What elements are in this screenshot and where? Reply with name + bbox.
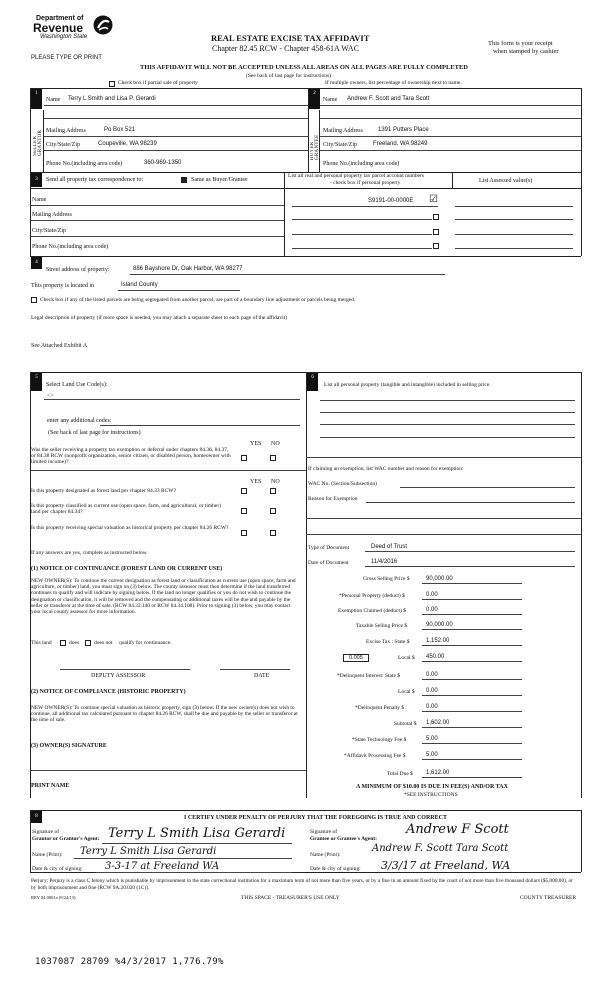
personal-property-label: List all personal property (tangible and intangible) included in selling price. xyxy=(324,382,491,388)
gross-value: 90,000.00 xyxy=(426,576,453,582)
gross-label: Gross Selling Price $ xyxy=(363,576,410,582)
buyer-name-label: Name xyxy=(323,97,338,103)
processing-fee-label: *Affidavit Processing Fee $ xyxy=(344,753,406,759)
logo-state: Washington State xyxy=(40,34,88,40)
this-land-label: This land xyxy=(31,640,52,646)
s3-mail-label: Mailing Address xyxy=(32,212,72,218)
parcel-number: S9191-00-0000E xyxy=(368,198,414,204)
q3-no[interactable] xyxy=(270,508,276,514)
doc-type-label: Type of Document xyxy=(308,545,350,551)
doc-type: Deed of Trust xyxy=(371,544,408,550)
county: Island County xyxy=(121,282,158,288)
send-correspondence-label: Send all property tax correspondence to: xyxy=(46,177,144,183)
local2-label: Local $ xyxy=(398,689,415,695)
q4-no[interactable] xyxy=(270,530,276,536)
seller-city: Coupeville, WA 98239 xyxy=(98,141,157,147)
same-as-buyer-checkbox[interactable] xyxy=(181,177,187,183)
street-address: 886 Bayshore Dr, Oak Harbor, WA 98277 xyxy=(133,266,243,272)
seller-phone: 360-969-1350 xyxy=(144,160,182,166)
street-label: Street address of property: xyxy=(46,267,110,273)
seller-city-label: City/State/Zip xyxy=(46,142,80,148)
seller-name: Terry L Smith and Lisa P. Gerardi xyxy=(68,96,156,102)
see-back-note: (See back of last page for instructions) xyxy=(246,73,331,79)
legal-description-label: Legal description of property (if more space is needed, you may attach a separate sheet to each page of the affidavit) xyxy=(31,315,287,321)
no-header-2: NO xyxy=(271,479,280,485)
grantee-date-label: Date & city of signing: xyxy=(310,866,361,872)
list-parcels-label-2: - check box if personal property xyxy=(330,180,401,186)
personal-label: *Personal Property (deduct) $ xyxy=(339,593,405,599)
grantor-date-city: 3-3-17 at Freeland WA xyxy=(105,861,220,872)
delinquent-penalty-value: 0.00 xyxy=(426,704,438,710)
question-2: Is this property designated as forest land per chapter 84.33 RCW? xyxy=(31,488,176,494)
does-checkbox[interactable] xyxy=(60,640,66,646)
grantee-name-label: Name (Print): xyxy=(310,852,341,858)
certify-text: I CERTIFY UNDER PENALTY OF PERJURY THAT THE FOREGOING IS TRUE AND CORRECT xyxy=(184,815,447,821)
tech-fee-label: *State Technology Fee $ xyxy=(352,737,407,743)
grantee-sig-label-2: Grantee or Grantee's Agent: xyxy=(310,836,377,842)
form-chapter: Chapter 82.45 RCW - Chapter 458-61A WAC xyxy=(212,44,360,53)
receipt-note-2: when stamped by cashier xyxy=(493,48,559,55)
q2-no[interactable] xyxy=(270,488,276,494)
list-parcels-label-1: List all real and personal property tax parcel account numbers xyxy=(288,173,425,179)
if-yes-note: If any answers are yes, complete as instructed below. xyxy=(31,550,148,556)
personal-value: 0.00 xyxy=(426,592,438,598)
notice-2-body: NEW OWNER(S): To continue special valuation as historic property, sign (3) below. If the new owner(s) does not wish to continue, all additional tax calculated pursuant to chapter 84.26 RCW, shall be due and payable by the seller or transferor at the time of sale. xyxy=(31,705,298,724)
doc-date-label: Date of Document xyxy=(308,560,349,566)
s3-city-label: City/State/Zip xyxy=(32,228,66,234)
question-3: Is this property classified as current use (open space, farm, and agricultural, or timber) land per chapter 84.34? xyxy=(31,503,221,515)
assessed-value-label: List Assessed value(s) xyxy=(479,178,533,184)
section-3-badge: 3 xyxy=(31,173,42,187)
grantee-signature: Andrew F Scott xyxy=(406,822,509,837)
local-value: 450.00 xyxy=(426,654,445,660)
grantor-name-label: Name (Print): xyxy=(32,852,63,858)
yes-header-2: YES xyxy=(250,479,262,485)
section-2-badge: 2 xyxy=(309,89,320,109)
total-due-value: 1,612.00 xyxy=(426,770,450,776)
grantor-date-label: Date & city of signing: xyxy=(32,866,83,872)
exhibit-text: See Attached Exhibit A xyxy=(31,343,88,349)
logo-dept: Department of xyxy=(36,15,84,22)
seller-phone-label: Phone No.(including area code) xyxy=(46,161,123,167)
located-label: This property is located in xyxy=(31,283,94,289)
segregated-label: Check box if any of the listed parcels are being segregated from another parcel, are part of a boundary line adjustment or parcels being merged. xyxy=(40,297,356,303)
land-use-label: Select Land Use Code(s): xyxy=(46,382,108,388)
county-treasurer: COUNTY TREASURER xyxy=(520,895,577,901)
q3-yes[interactable] xyxy=(241,508,247,514)
subtotal-value: 1,602.00 xyxy=(426,720,450,726)
yes-header-1: YES xyxy=(250,441,262,447)
question-4: Is this property receiving special valuation as historical property per chapter 84.26 RCW? xyxy=(31,525,229,531)
buyer-mail: 1391 Putters Place xyxy=(378,127,429,133)
seller-vertical-label: SELLER GRANTOR xyxy=(33,129,43,156)
processing-fee-value: 5.00 xyxy=(426,752,438,758)
section-6-badge: 6 xyxy=(307,373,318,391)
recording-stamp: 1037087 28709 %4/3/2017 1,776.79% xyxy=(35,957,224,967)
minimum-note: A MINIMUM OF $10.00 IS DUE IN FEE(S) AND/OR TAX xyxy=(356,784,508,790)
section-8-badge: 8 xyxy=(31,811,42,823)
perjury-text: Perjury: Perjury is a class C felony which is punishable by imprisonment in the state correctional institution for a maximum term of not more than five years, or by a fine in an amount fixed by the court of not more than five thousand dollars ($5,000.00), or by both imprisonment and fine (RCW 9A.20.020 (1C)). xyxy=(31,878,573,891)
notice-1-title: (1) NOTICE OF CONTINUANCE (FOREST LAND OR CURRENT USE) xyxy=(31,566,223,572)
excise-label: Excise Tax : State $ xyxy=(366,639,410,645)
does-label: does xyxy=(69,640,80,646)
q1-yes[interactable] xyxy=(241,455,247,461)
dor-logo-icon xyxy=(92,14,114,36)
q2-yes[interactable] xyxy=(241,488,247,494)
question-1: Was the seller receiving a property tax exemption or deferral under chapters 84.36, 84.37, or 84.38 RCW (nonprofit organization, senior citizen, or disabled person, homeowner with limited income)? xyxy=(31,447,231,465)
s5-see-back: (See back of last page for instructions) xyxy=(48,430,141,436)
segregated-checkbox[interactable] xyxy=(31,297,37,303)
date-label: DATE xyxy=(254,673,270,679)
does-not-label: does not xyxy=(94,640,113,646)
doc-date: 11/4/2016 xyxy=(371,559,398,565)
exemption-value: 0.00 xyxy=(426,607,438,613)
treasurer-use-only: THIS SPACE - TREASURER'S USE ONLY xyxy=(241,895,340,901)
section-1-badge: 1 xyxy=(31,89,42,109)
claiming-exemption-label: If claiming an exemption, list WAC number and reason for exemption: xyxy=(308,466,464,472)
additional-codes-label: enter any additional codes: xyxy=(47,418,112,424)
subtotal-label: Subtotal $ xyxy=(394,721,417,727)
section-5-badge: 5 xyxy=(31,373,42,391)
taxable-value: 90,000.00 xyxy=(426,622,453,628)
buyer-phone-label: Phone No.(including area code) xyxy=(323,161,400,167)
buyer-name: Andrew F. Scott and Tara Scott xyxy=(347,96,430,102)
no-header-1: NO xyxy=(271,441,280,447)
wac-label: WAC No. (Section/Subsection) xyxy=(308,481,377,487)
notice-1-body: NEW OWNER(S): To continue the current designation as forest land or classification as current use (open space, farm and agriculture, or timber) land, you must sign on (3) below. The county assessor must then determine if the land transferred continues to qualify and will indicate by signing below. If the land no longer qualifies or you do not wish to continue the designation or classification, it will be removed and the compensating or additional taxes will be due and payable by the seller or transferor at the time of sale. (RCW 84.33.140 or RCW 84.34.108). Prior to signing (3) below, you may contact your local county assessor for more information. xyxy=(31,578,296,616)
multiple-owners-note: If multiple owners, list percentage of ownership next to name. xyxy=(325,80,462,86)
same-as-buyer-label: Same as Buyer/Grantee xyxy=(191,177,248,183)
does-not-checkbox[interactable] xyxy=(85,640,91,646)
grantee-sig-label-1: Signature of xyxy=(310,829,338,835)
rev-number: REV 84 0001a (9/24/13) xyxy=(31,895,76,900)
q4-yes[interactable] xyxy=(241,530,247,536)
print-name-label: PRINT NAME xyxy=(31,783,70,789)
seller-name-label: Name xyxy=(46,97,61,103)
s3-name-label: Name xyxy=(32,197,47,203)
grantor-signature: Terry L Smith Lisa Gerardi xyxy=(108,826,286,841)
form-title: REAL ESTATE EXCISE TAX AFFIDAVIT xyxy=(211,33,370,43)
buyer-mail-label: Mailing Address xyxy=(323,128,363,134)
delinquent-interest-value: 0.00 xyxy=(426,672,438,678)
notice-text: THIS AFFIDAVIT WILL NOT BE ACCEPTED UNLESS ALL AREAS ON ALL PAGES ARE FULLY COMPLETED xyxy=(140,64,468,71)
excise-value: 1,152.00 xyxy=(426,638,450,644)
land-use-value: <> xyxy=(47,393,54,399)
grantee-printed-name: Andrew F. Scott Tara Scott xyxy=(372,843,509,854)
delinquent-penalty-label: *Delinquent Penalty $ xyxy=(355,705,405,711)
exemption-label: Exemption Claimed (deduct) $ xyxy=(338,608,406,614)
local-rate: 0.005 xyxy=(343,654,369,662)
logo-revenue: Revenue xyxy=(33,21,84,35)
notice-2-title: (2) NOTICE OF COMPLIANCE (HISTORIC PROPERTY) xyxy=(31,689,186,695)
delinquent-interest-label: *Delinquent Interest: State $ xyxy=(337,673,401,679)
total-due-label: Total Due $ xyxy=(387,771,413,777)
grantor-sig-label-1: Signature of xyxy=(32,829,60,835)
taxable-label: Taxable Selling Price $ xyxy=(356,623,408,629)
owner-signature-label: (3) OWNER(S) SIGNATURE xyxy=(31,743,107,749)
seller-mail: Po Box 521 xyxy=(104,127,136,133)
q1-no[interactable] xyxy=(270,455,276,461)
s3-phone-label: Phone No.(including area code) xyxy=(32,244,109,250)
grantee-date-city: 3/3/17 at Freeland, WA xyxy=(381,859,511,872)
partial-sale-label: Check box if partial sale of property xyxy=(118,80,198,86)
parcel-checkbox-mark: ☑ xyxy=(429,194,438,205)
receipt-note-1: This form is your receipt xyxy=(488,40,553,47)
local-label: Local $ xyxy=(398,655,415,661)
reason-label: Reason for Exemption xyxy=(308,496,358,502)
section-4-badge: 4 xyxy=(31,257,42,269)
see-instructions: *SEE INSTRUCTIONS xyxy=(404,792,458,798)
local2-value: 0.00 xyxy=(426,688,438,694)
buyer-city-label: City/State/Zip xyxy=(323,142,357,148)
tech-fee-value: 5.00 xyxy=(426,736,438,742)
seller-mail-label: Mailing Address xyxy=(46,128,86,134)
qualify-label: qualify for continuance. xyxy=(119,640,172,646)
grantor-sig-label-2: Grantor or Grantor's Agent: xyxy=(32,836,100,842)
grantor-printed-name: Terry L Smith Lisa Gerardi xyxy=(80,846,217,857)
partial-sale-checkbox[interactable] xyxy=(109,81,115,87)
buyer-city: Freeland, WA 98249 xyxy=(373,141,428,147)
deputy-assessor-label: DEPUTY ASSESSOR xyxy=(91,673,146,679)
buyer-vertical-label: BUYER GRANTEE xyxy=(310,134,320,160)
please-type: PLEASE TYPE OR PRINT xyxy=(31,55,102,61)
